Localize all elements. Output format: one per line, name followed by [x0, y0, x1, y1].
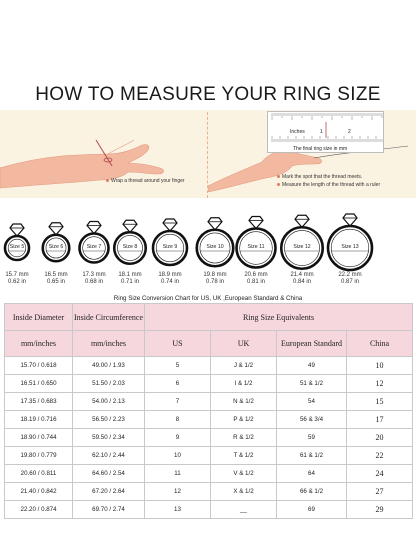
cell-us: 13 [145, 501, 211, 519]
table-row [5, 465, 413, 483]
cell-inside-circumference: 54.00 / 2.13 [73, 393, 145, 411]
cell-inside-diameter: 16.51 / 0.650 [5, 375, 73, 393]
ring-size-conversion-table [4, 303, 413, 519]
table-row [5, 357, 413, 375]
cell-inside-circumference: 51.50 / 2.03 [73, 375, 145, 393]
ring-in: 0.81 in [246, 279, 265, 285]
ring-size-10 [195, 212, 235, 290]
cell-china: 24 [347, 465, 413, 483]
ring-size-label: Size 10 [206, 244, 224, 250]
cell-european: 51 & 1/2 [277, 375, 347, 393]
ring-mm: 22.2 mm [338, 272, 362, 278]
bullet-icon [277, 183, 280, 186]
ring-icon [195, 212, 235, 272]
cell-china: 15 [347, 393, 413, 411]
cell-uk: X & 1/2 [211, 483, 277, 501]
cell-china: 20 [347, 429, 413, 447]
ring-in: 0.74 in [160, 279, 179, 285]
cell-us: 5 [145, 357, 211, 375]
step-text: Mark the spot that the thread meets. [282, 174, 363, 180]
cell-us: 11 [145, 465, 211, 483]
cell-european: 61 & 1/2 [277, 447, 347, 465]
ring-in: 0.62 in [7, 279, 26, 285]
ring-in: 0.84 in [292, 279, 311, 285]
table-subheader-row [5, 331, 413, 357]
step-wrap-thread [106, 178, 185, 184]
step-mark-spot [277, 174, 362, 180]
ring-size-row [0, 212, 416, 288]
ring-in: 0.65 in [46, 279, 65, 285]
cell-inside-circumference: 49.00 / 1.93 [73, 357, 145, 375]
cell-inside-diameter: 18.19 / 0.716 [5, 411, 73, 429]
cell-uk: I & 1/2 [211, 375, 277, 393]
table-row [5, 447, 413, 465]
ring-size-label: Size 9 [162, 244, 178, 250]
cell-inside-diameter: 19.80 / 0.779 [5, 447, 73, 465]
subheader-european: European Standard [277, 331, 347, 357]
cell-european: 59 [277, 429, 347, 447]
ring-size-11 [236, 212, 276, 290]
ring-mm: 16.5 mm [44, 272, 68, 278]
cell-european: 66 & 1/2 [277, 483, 347, 501]
ring-icon [282, 212, 322, 272]
header-ring-size-equivalents: Ring Size Equivalents [145, 304, 413, 331]
cell-china: 27 [347, 483, 413, 501]
cell-china: 17 [347, 411, 413, 429]
step-text: Measure the length of the thread with a ruler [282, 182, 381, 188]
ring-mm: 21.4 mm [290, 272, 314, 278]
ring-mm: 15.7 mm [5, 272, 29, 278]
cell-inside-circumference: 69.70 / 2.74 [73, 501, 145, 519]
ring-icon [236, 212, 276, 272]
ring-icon [0, 212, 37, 272]
cell-uk: R & 1/2 [211, 429, 277, 447]
cell-uk: N & 1/2 [211, 393, 277, 411]
ring-size-9 [150, 212, 190, 290]
cell-european: 54 [277, 393, 347, 411]
cell-china: 29 [347, 501, 413, 519]
ring-size-label: Size 7 [86, 244, 102, 250]
cell-uk: T & 1/2 [211, 447, 277, 465]
cell-inside-diameter: 17.35 / 0.683 [5, 393, 73, 411]
ruler-unit-label: Inches [290, 129, 305, 135]
ring-in: 0.78 in [205, 279, 224, 285]
cell-inside-diameter: 15.70 / 0.618 [5, 357, 73, 375]
ruler-mark-2: 2 [348, 129, 351, 135]
ring-mm: 17.3 mm [82, 272, 106, 278]
ring-in: 0.87 in [340, 279, 359, 285]
bullet-icon [106, 179, 109, 182]
cell-uk: __ [211, 501, 277, 519]
ring-icon [74, 212, 114, 272]
ring-mm: 18.9 mm [158, 272, 182, 278]
cell-uk: J & 1/2 [211, 357, 277, 375]
table-row [5, 411, 413, 429]
cell-inside-circumference: 67.20 / 2.64 [73, 483, 145, 501]
page-title: HOW TO MEASURE YOUR RING SIZE [35, 84, 381, 105]
ring-measurement [278, 272, 326, 286]
ring-size-13 [330, 212, 370, 290]
cell-us: 9 [145, 429, 211, 447]
cell-us: 12 [145, 483, 211, 501]
ring-icon [110, 212, 150, 272]
subheader-mm-inches-circumference: mm/inches [73, 331, 145, 357]
cell-uk: V & 1/2 [211, 465, 277, 483]
cell-us: 6 [145, 375, 211, 393]
cell-uk: P & 1/2 [211, 411, 277, 429]
table-row [5, 483, 413, 501]
cell-inside-diameter: 18.90 / 0.744 [5, 429, 73, 447]
ring-size-12 [282, 212, 322, 290]
cell-inside-circumference: 64.60 / 2.54 [73, 465, 145, 483]
cell-european: 64 [277, 465, 347, 483]
cell-european: 56 & 3/4 [277, 411, 347, 429]
cell-inside-circumference: 59.50 / 2.34 [73, 429, 145, 447]
bullet-icon [277, 175, 280, 178]
ring-size-8 [110, 212, 150, 290]
subheader-uk: UK [211, 331, 277, 357]
table-row [5, 393, 413, 411]
ring-in: 0.68 in [84, 279, 103, 285]
ring-in: 0.71 in [120, 279, 139, 285]
ring-size-label: Size 11 [247, 244, 265, 250]
ring-size-label: Size 6 [48, 244, 64, 250]
table-row [5, 429, 413, 447]
ring-measurement [146, 272, 194, 286]
subheader-china: China [347, 331, 413, 357]
cell-china: 10 [347, 357, 413, 375]
cell-inside-diameter: 22.20 / 0.874 [5, 501, 73, 519]
cell-inside-diameter: 21.40 / 0.842 [5, 483, 73, 501]
ruler-illustration [267, 111, 384, 153]
panel-divider [207, 112, 208, 198]
ring-icon [150, 212, 190, 272]
cell-china: 12 [347, 375, 413, 393]
table-row [5, 375, 413, 393]
step-text: Wrap a thread around your finger [111, 178, 185, 184]
ruler-caption: The final ring size in mm [293, 146, 348, 152]
cell-inside-diameter: 20.60 / 0.811 [5, 465, 73, 483]
ring-mm: 20.6 mm [244, 272, 268, 278]
cell-us: 7 [145, 393, 211, 411]
ring-measurement [232, 272, 280, 286]
step-measure-ruler [277, 182, 380, 188]
cell-us: 8 [145, 411, 211, 429]
ring-size-label: Size 13 [341, 244, 359, 250]
subheader-mm-inches-diameter: mm/inches [5, 331, 73, 357]
cell-inside-circumference: 62.10 / 2.44 [73, 447, 145, 465]
ring-size-label: Size 5 [9, 244, 25, 250]
ring-icon [330, 212, 370, 272]
ring-mm: 19.8 mm [203, 272, 227, 278]
ring-measurement [326, 272, 374, 286]
table-header-row [5, 304, 413, 331]
ring-size-label: Size 12 [293, 244, 311, 250]
cell-european: 49 [277, 357, 347, 375]
hand-wrap-thread-illustration [0, 110, 200, 198]
cell-european: 69 [277, 501, 347, 519]
table-caption: Ring Size Conversion Chart for US, UK ,European Standard & China [113, 295, 303, 302]
cell-inside-circumference: 56.50 / 2.23 [73, 411, 145, 429]
cell-us: 10 [145, 447, 211, 465]
ring-size-label: Size 8 [122, 244, 138, 250]
cell-china: 22 [347, 447, 413, 465]
ring-icon [36, 212, 76, 272]
header-inside-circumference: Inside Circumference [73, 304, 145, 331]
ruler-mark-1: 1 [320, 129, 323, 135]
ring-mm: 18.1 mm [118, 272, 142, 278]
subheader-us: US [145, 331, 211, 357]
header-inside-diameter: Inside Diameter [5, 304, 73, 331]
table-row [5, 501, 413, 519]
